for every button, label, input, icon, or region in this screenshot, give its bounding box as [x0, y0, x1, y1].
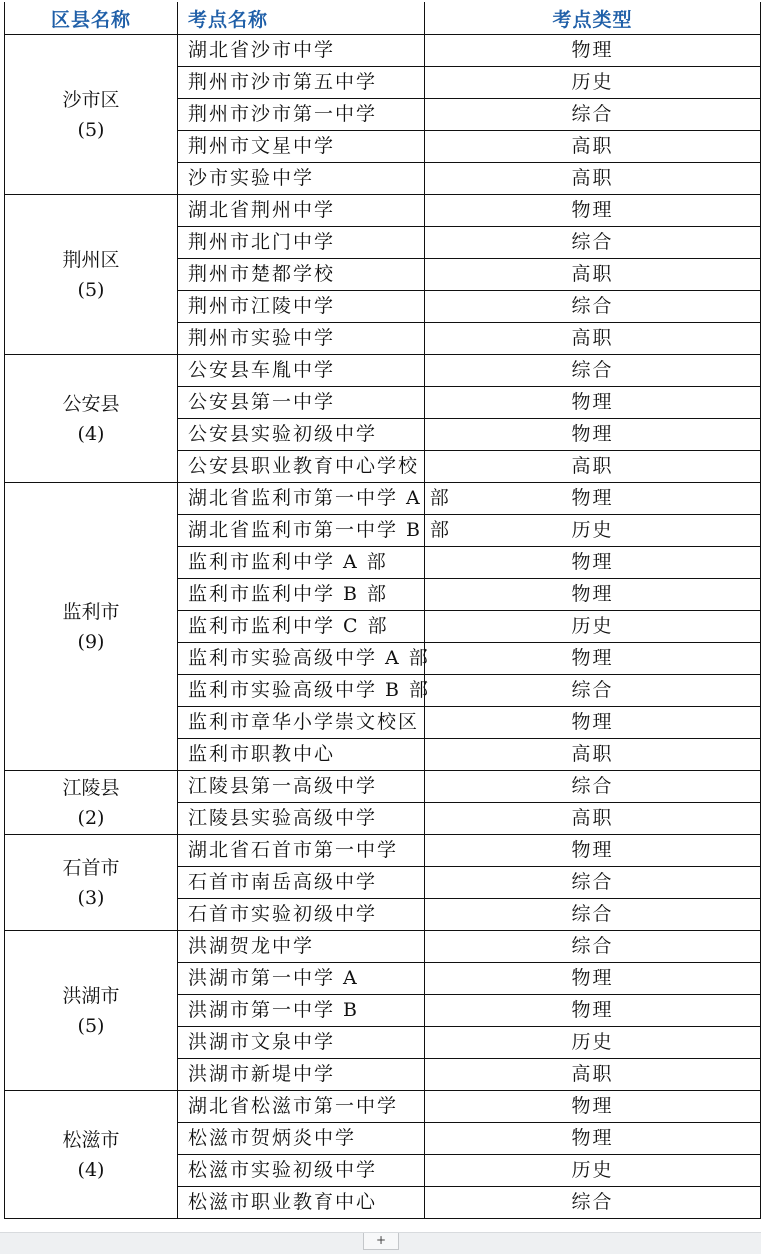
district-name: 松滋市: [62, 1128, 120, 1151]
site-name-cell: 监利市监利中学 C 部: [178, 611, 425, 643]
site-type-cell: 历史: [425, 67, 761, 99]
site-type-cell: 综合: [425, 1187, 761, 1219]
header-type: 考点类型: [425, 2, 761, 35]
site-name-cell: 洪湖市文泉中学: [178, 1027, 425, 1059]
site-type-cell: 综合: [425, 899, 761, 931]
district-site-count: (2): [77, 806, 105, 829]
district-name: 荆州区: [62, 248, 120, 271]
site-name-cell: 监利市监利中学 A 部: [178, 547, 425, 579]
district-site-count: (4): [77, 422, 105, 445]
site-name-cell: 荆州市实验中学: [178, 323, 425, 355]
site-name-cell: 公安县第一中学: [178, 387, 425, 419]
site-name-cell: 湖北省沙市中学: [178, 35, 425, 67]
site-name-cell: 洪湖市新堤中学: [178, 1059, 425, 1091]
district-site-count: (5): [77, 1014, 105, 1037]
site-type-cell: 物理: [425, 35, 761, 67]
site-name-cell: 松滋市贺炳炎中学: [178, 1123, 425, 1155]
site-name-cell: 荆州市江陵中学: [178, 291, 425, 323]
table-row: [5, 355, 761, 387]
district-site-count: (4): [77, 1158, 105, 1181]
table-body: [5, 35, 761, 1219]
district-site-count: (9): [77, 630, 105, 653]
table-row: [5, 835, 761, 867]
site-type-cell: 综合: [425, 355, 761, 387]
district-site-count: (5): [77, 278, 105, 301]
site-type-cell: 高职: [425, 131, 761, 163]
header-site: 考点名称: [178, 2, 425, 35]
site-name-cell: 湖北省监利市第一中学 A 部: [178, 483, 425, 515]
site-name-cell: 监利市监利中学 B 部: [178, 579, 425, 611]
site-name-cell: 洪湖贺龙中学: [178, 931, 425, 963]
district-site-count: (5): [77, 118, 105, 141]
site-type-cell: 综合: [425, 931, 761, 963]
site-type-cell: 物理: [425, 643, 761, 675]
site-type-cell: 综合: [425, 771, 761, 803]
district-cell: [5, 771, 178, 835]
site-name-cell: 江陵县第一高级中学: [178, 771, 425, 803]
site-type-cell: 历史: [425, 515, 761, 547]
site-type-cell: 高职: [425, 163, 761, 195]
site-name-cell: 荆州市楚都学校: [178, 259, 425, 291]
table-row: [5, 483, 761, 515]
district-cell: [5, 195, 178, 355]
district-cell: [5, 1091, 178, 1219]
site-name-cell: 石首市实验初级中学: [178, 899, 425, 931]
document-sheet: [4, 2, 760, 1219]
bottom-bar: [0, 1232, 761, 1254]
site-type-cell: 物理: [425, 963, 761, 995]
table-row: [5, 1091, 761, 1123]
site-type-cell: 综合: [425, 291, 761, 323]
district-cell: [5, 35, 178, 195]
site-name-cell: 洪湖市第一中学 B: [178, 995, 425, 1027]
site-name-cell: 荆州市沙市第一中学: [178, 99, 425, 131]
site-type-cell: 综合: [425, 675, 761, 707]
site-name-cell: 湖北省石首市第一中学: [178, 835, 425, 867]
district-cell: [5, 355, 178, 483]
district-cell: [5, 931, 178, 1091]
site-type-cell: 综合: [425, 867, 761, 899]
site-type-cell: 物理: [425, 995, 761, 1027]
district-site-count: (3): [77, 886, 105, 909]
site-type-cell: 物理: [425, 419, 761, 451]
site-type-cell: 高职: [425, 739, 761, 771]
site-name-cell: 洪湖市第一中学 A: [178, 963, 425, 995]
site-type-cell: 物理: [425, 579, 761, 611]
site-type-cell: 综合: [425, 99, 761, 131]
site-type-cell: 高职: [425, 451, 761, 483]
add-page-button[interactable]: +: [363, 1233, 399, 1250]
site-name-cell: 松滋市职业教育中心: [178, 1187, 425, 1219]
site-type-cell: 物理: [425, 835, 761, 867]
site-type-cell: 物理: [425, 1123, 761, 1155]
table-row: [5, 931, 761, 963]
site-type-cell: 历史: [425, 1155, 761, 1187]
site-name-cell: 监利市章华小学崇文校区: [178, 707, 425, 739]
site-name-cell: 湖北省监利市第一中学 B 部: [178, 515, 425, 547]
district-cell: [5, 483, 178, 771]
site-type-cell: 物理: [425, 1091, 761, 1123]
district-name: 监利市: [62, 600, 120, 623]
site-name-cell: 荆州市沙市第五中学: [178, 67, 425, 99]
header-district: 区县名称: [5, 2, 178, 35]
site-type-cell: 高职: [425, 323, 761, 355]
site-type-cell: 物理: [425, 547, 761, 579]
site-type-cell: 综合: [425, 227, 761, 259]
site-type-cell: 物理: [425, 707, 761, 739]
district-name: 沙市区: [62, 88, 120, 111]
site-name-cell: 沙市实验中学: [178, 163, 425, 195]
table-row: [5, 771, 761, 803]
site-name-cell: 湖北省荆州中学: [178, 195, 425, 227]
table-row: [5, 35, 761, 67]
site-name-cell: 公安县职业教育中心学校: [178, 451, 425, 483]
site-type-cell: 高职: [425, 259, 761, 291]
table-header-row: [5, 2, 761, 35]
site-name-cell: 湖北省松滋市第一中学: [178, 1091, 425, 1123]
district-name: 江陵县: [62, 776, 120, 799]
site-type-cell: 高职: [425, 1059, 761, 1091]
site-type-cell: 物理: [425, 483, 761, 515]
site-type-cell: 高职: [425, 803, 761, 835]
site-name-cell: 监利市实验高级中学 A 部: [178, 643, 425, 675]
site-name-cell: 石首市南岳高级中学: [178, 867, 425, 899]
site-type-cell: 物理: [425, 195, 761, 227]
district-name: 洪湖市: [62, 984, 120, 1007]
table-row: [5, 195, 761, 227]
site-name-cell: 公安县实验初级中学: [178, 419, 425, 451]
site-type-cell: 历史: [425, 611, 761, 643]
district-name: 石首市: [62, 856, 120, 879]
site-name-cell: 松滋市实验初级中学: [178, 1155, 425, 1187]
site-name-cell: 荆州市北门中学: [178, 227, 425, 259]
site-name-cell: 监利市实验高级中学 B 部: [178, 675, 425, 707]
district-name: 公安县: [62, 392, 120, 415]
site-type-cell: 物理: [425, 387, 761, 419]
site-name-cell: 公安县车胤中学: [178, 355, 425, 387]
district-cell: [5, 835, 178, 931]
exam-site-table: [4, 2, 761, 1219]
site-type-cell: 历史: [425, 1027, 761, 1059]
site-name-cell: 监利市职教中心: [178, 739, 425, 771]
site-name-cell: 荆州市文星中学: [178, 131, 425, 163]
site-name-cell: 江陵县实验高级中学: [178, 803, 425, 835]
